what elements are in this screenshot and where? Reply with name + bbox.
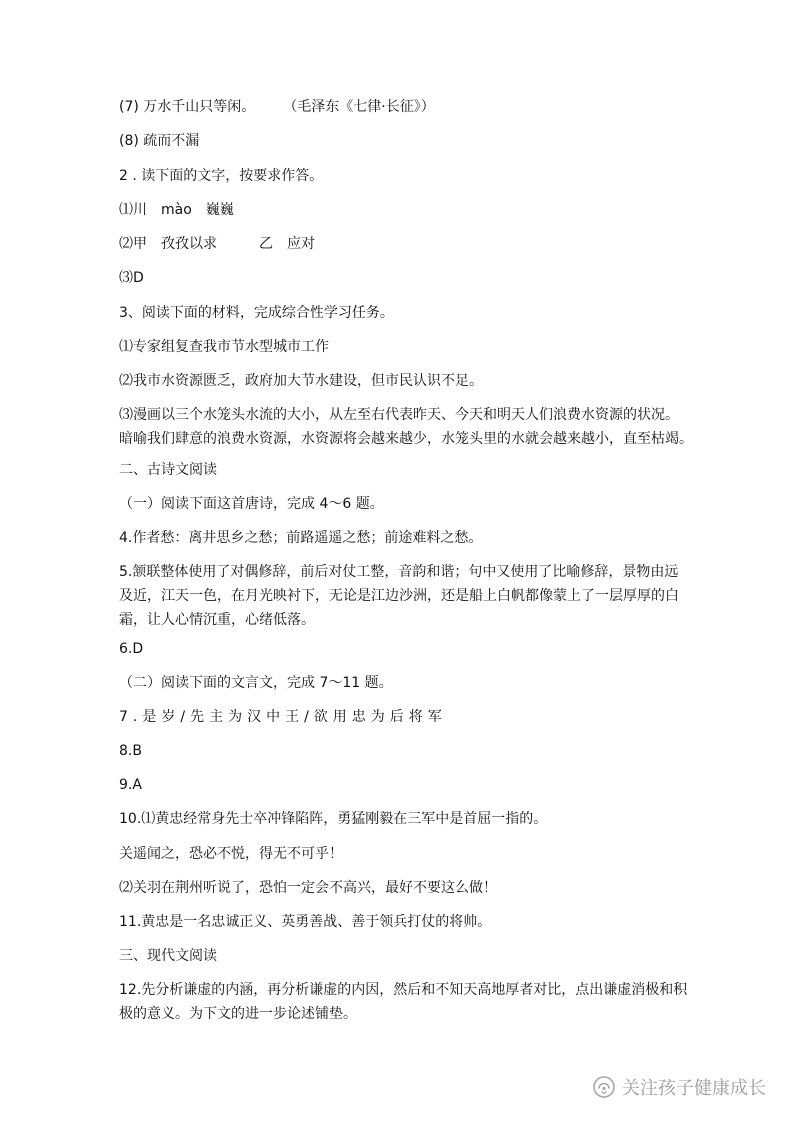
answer-7: 7.是岁/先主为汉中王/欲用忠为后将军 xyxy=(119,709,447,725)
question-2-heading: 2 . 读下面的文字，按要求作答。 xyxy=(119,168,324,184)
section-3-heading: 三、现代文阅读 xyxy=(119,948,217,964)
answer-line-7: (7) 万水千山只等闲。 （毛泽东《七律·长征》） xyxy=(119,99,435,115)
subsection-1-heading: （一）阅读下面这首唐诗，完成 4～6 题。 xyxy=(119,496,384,512)
answer-5-line-2: 及近，江天一色，在月光映衬下，无论是江边沙洲，还是船上白帆都像蒙上了一层厚厚的白 xyxy=(119,588,679,604)
answer-2-1: ⑴川 mào 巍巍 xyxy=(119,202,234,218)
answer-10-1: 10.⑴黄忠经常身先士卒冲锋陷阵，勇猛刚毅在三军中是首屈一指的。 xyxy=(119,811,548,827)
answer-6: 6.D xyxy=(119,641,144,657)
answer-12-line-1: 12.先分析谦虚的内涵，再分析谦虚的内因，然后和不知天高地厚者对比，点出谦虚消极和积 xyxy=(119,982,688,998)
section-2-heading: 二、古诗文阅读 xyxy=(119,462,217,478)
answer-5-line-1: 5.颔联整体使用了对偶修辞，前后对仗工整，音韵和谐；句中又使用了比喻修辞，景物由远 xyxy=(119,564,679,580)
answer-12 xyxy=(119,978,688,1026)
answer-line-8: (8) 疏而不漏 xyxy=(119,133,200,149)
answer-3-3-line-2: 暗喻我们肆意的浪费水资源，水资源将会越来越少，水笼头里的水就会越来越小，直至枯竭。 xyxy=(119,431,693,447)
answer-2-2: ⑵甲 孜孜以求 乙 应对 xyxy=(119,236,315,252)
answer-3-3-line-1: ⑶漫画以三个水笼头水流的大小，从左至右代表昨天、今天和明天人们浪费水资源的状况。 xyxy=(119,407,679,423)
watermark-text: 关注孩子健康成长 xyxy=(622,1078,766,1099)
question-3-heading: 3、阅读下面的材料，完成综合性学习任务。 xyxy=(119,305,394,321)
answer-3-1: ⑴专家组复查我市节水型城市工作 xyxy=(119,339,329,355)
watermark xyxy=(592,1074,766,1100)
subsection-2-heading: （二）阅读下面的文言文，完成 7～11 题。 xyxy=(119,675,393,691)
answer-8: 8.B xyxy=(119,743,142,759)
answer-12-line-2: 极的意义。为下文的进一步论述铺垫。 xyxy=(119,1006,357,1022)
wechat-official-account-icon xyxy=(592,1075,616,1099)
answer-2-3: ⑶D xyxy=(119,270,144,286)
answer-9: 9.A xyxy=(119,777,142,793)
answer-3-2: ⑵我市水资源匮乏，政府加大节水建设，但市民认识不足。 xyxy=(119,373,483,389)
answer-5 xyxy=(119,560,685,632)
answer-11: 11.黄忠是一名忠诚正义、英勇善战、善于领兵打仗的将帅。 xyxy=(119,914,492,930)
answer-10-source: 关遥闻之，恐必不悦，得无不可乎！ xyxy=(119,846,343,862)
answer-5-line-3: 霜，让人心情沉重，心绪低落。 xyxy=(119,612,315,628)
answer-4: 4.作者愁：离井思乡之愁；前路遥遥之愁；前途难料之愁。 xyxy=(119,530,483,546)
answer-3-3 xyxy=(119,403,693,451)
answer-10-2: ⑵关羽在荆州听说了，恐怕一定会不高兴，最好不要这么做！ xyxy=(119,880,497,896)
